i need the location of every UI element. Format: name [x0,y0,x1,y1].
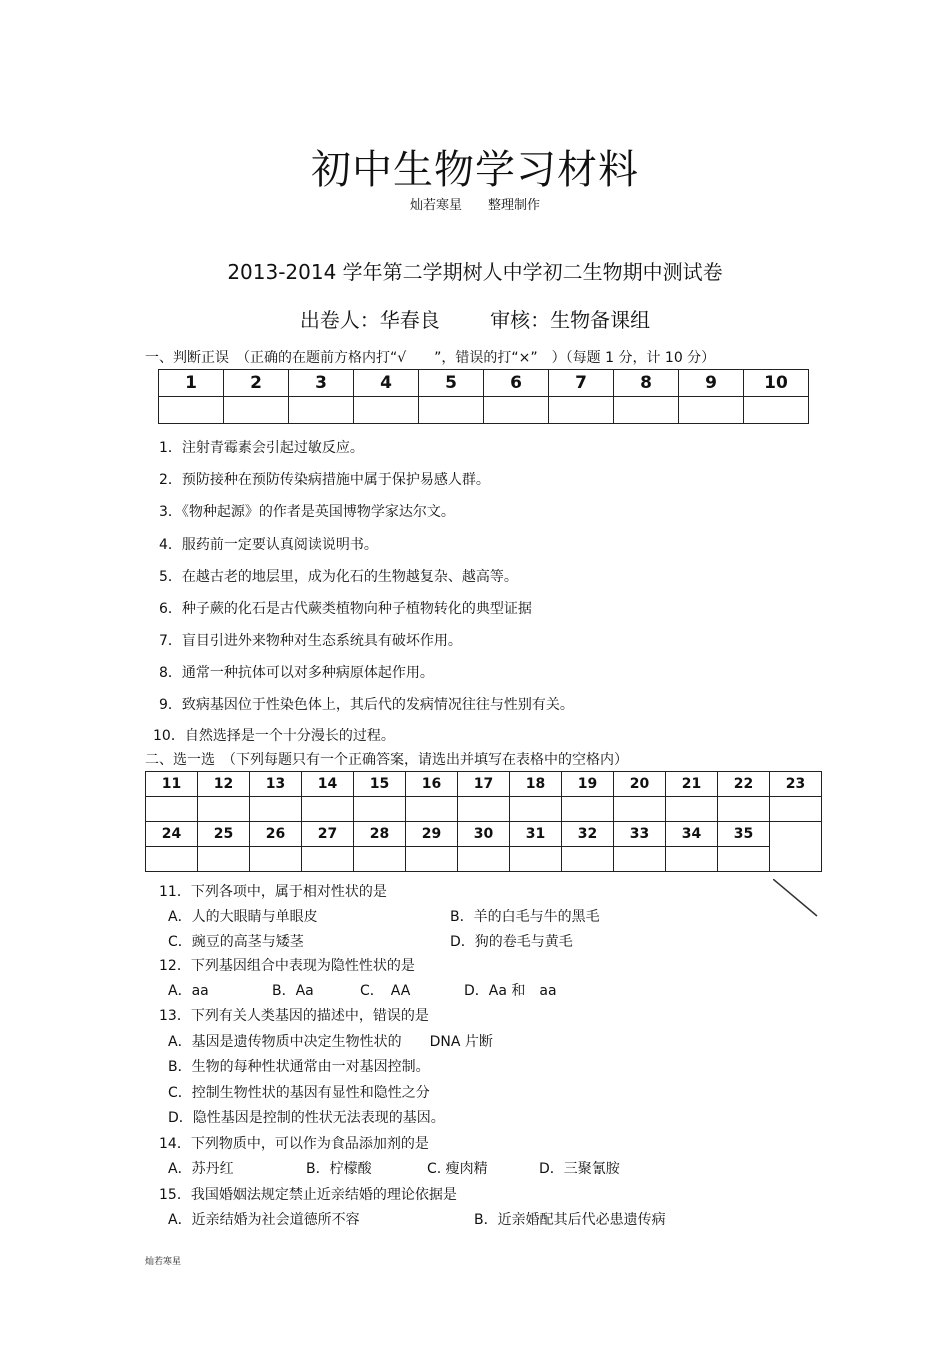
table-header-cell: 30 [458,822,510,847]
table-header-cell: 20 [614,772,666,797]
table-header-cell: 3 [289,370,354,397]
table-header-cell: 10 [744,370,809,397]
answer-cell[interactable] [146,847,198,872]
list-item: 10．自然选择是一个十分漫长的过程。 [153,728,395,744]
author: 出卷人：华春良 [299,308,440,332]
table-header-cell: 28 [354,822,406,847]
table-header-row [146,822,822,847]
list-item: 2．预防接种在预防传染病措施中属于保护易感人群。 [159,472,490,488]
answer-cell[interactable] [354,797,406,822]
list-item: 7．盲目引进外来物种对生态系统具有破坏作用。 [159,633,462,649]
section1-heading: 一、判断正误 （正确的在题前方格内打“√ ”，错误的打“×” ）（每题 1 分，计 10 分） [145,350,716,366]
answer-row [159,397,809,424]
table-header-cell: 34 [666,822,718,847]
question-stem: 12．下列基因组合中表现为隐性性状的是 [159,958,415,974]
table-header-cell: 1 [159,370,224,397]
answer-cell[interactable] [458,797,510,822]
answer-cell[interactable] [510,847,562,872]
question-stem: 15．我国婚姻法规定禁止近亲结婚的理论依据是 [159,1187,457,1203]
answer-cell[interactable] [614,797,666,822]
question-option: A．近亲结婚为社会道德所不容 [168,1212,360,1228]
table-header-cell: 32 [562,822,614,847]
question-option: A．苏丹红 [168,1161,234,1177]
document-title: 初中生物学习材料 [311,147,639,193]
answer-cell[interactable] [354,847,406,872]
table-header-cell: 13 [250,772,302,797]
answer-cell[interactable] [718,797,770,822]
table-header-cell: 8 [614,370,679,397]
question-option: A．人的大眼睛与单眼皮 [168,909,318,925]
answer-cell[interactable] [744,397,809,424]
diagonal-line-mark [773,879,823,919]
exam-title: 2013-2014 学年第二学期树人中学初二生物期中测试卷 [227,260,723,284]
list-item: 3．《物种起源》的作者是英国博物学家达尔文。 [159,504,455,520]
question-option: D．Aa 和 aa [464,983,557,999]
answer-cell[interactable] [198,797,250,822]
list-item: 1．注射青霉素会引起过敏反应。 [159,440,364,456]
answer-cell[interactable] [614,397,679,424]
answer-cell[interactable] [198,847,250,872]
answer-cell[interactable] [718,847,770,872]
table-header-cell: 21 [666,772,718,797]
answer-cell[interactable] [406,797,458,822]
answer-cell[interactable] [419,397,484,424]
question-option: B．近亲婚配其后代必患遗传病 [474,1212,666,1228]
answer-cell[interactable] [458,847,510,872]
table-header-cell: 2 [224,370,289,397]
question-option: C．豌豆的高茎与矮茎 [168,934,304,950]
table-header-cell: 22 [718,772,770,797]
question-option: C． AA [360,983,411,999]
question-stem: 11．下列各项中，属于相对性状的是 [159,884,387,900]
answer-cell[interactable] [484,397,549,424]
table-header-cell: 7 [549,370,614,397]
question-option: B．Aa [272,983,314,999]
question-stem: 14．下列物质中，可以作为食品添加剂的是 [159,1136,429,1152]
question-option: B．生物的每种性状通常由一对基因控制。 [168,1059,430,1075]
table-header-cell: 16 [406,772,458,797]
table-header-cell: 29 [406,822,458,847]
table-header-cell: 33 [614,822,666,847]
table-header-cell: 9 [679,370,744,397]
answer-cell[interactable] [666,797,718,822]
page-footer: 灿若寒星 [145,1257,182,1267]
empty-cell [770,822,822,872]
question-option: D．狗的卷毛与黄毛 [450,934,573,950]
table-header-cell: 25 [198,822,250,847]
question-option: D．隐性基因是控制的性状无法表现的基因。 [168,1110,445,1126]
question-option: A．基因是遗传物质中决定生物性状的 DNA 片断 [168,1034,493,1050]
answer-cell[interactable] [354,397,419,424]
section2-answer-table [145,771,822,872]
table-header-cell: 27 [302,822,354,847]
answer-row [146,847,822,872]
table-header-row [146,772,822,797]
answer-row [146,797,822,822]
section2-heading: 二、选一选 （下列每题只有一个正确答案，请选出并填写在表格中的空格内） [145,752,628,768]
question-option: D．三聚氰胺 [539,1161,620,1177]
table-header-cell: 19 [562,772,614,797]
table-header-cell: 6 [484,370,549,397]
answer-cell[interactable] [250,797,302,822]
answer-cell[interactable] [159,397,224,424]
answer-cell[interactable] [614,847,666,872]
section1-answer-table [158,369,809,424]
table-header-cell: 11 [146,772,198,797]
table-header-cell: 15 [354,772,406,797]
question-stem: 13．下列有关人类基因的描述中，错误的是 [159,1008,429,1024]
answer-cell[interactable] [289,397,354,424]
list-item: 9．致病基因位于性染色体上，其后代的发病情况往往与性别有关。 [159,697,574,713]
answer-cell[interactable] [562,847,614,872]
table-header-row [159,370,809,397]
answer-cell[interactable] [679,397,744,424]
table-header-cell: 26 [250,822,302,847]
answer-cell[interactable] [302,847,354,872]
table-header-cell: 12 [198,772,250,797]
answer-cell[interactable] [666,847,718,872]
answer-cell[interactable] [406,847,458,872]
answer-cell[interactable] [562,797,614,822]
list-item: 6．种子蕨的化石是古代蕨类植物向种子植物转化的典型证据 [159,601,532,617]
table-header-cell: 18 [510,772,562,797]
table-header-cell: 14 [302,772,354,797]
table-header-cell: 23 [770,772,822,797]
table-header-cell: 4 [354,370,419,397]
answer-cell[interactable] [510,797,562,822]
answer-cell[interactable] [770,797,822,822]
question-option: A．aa [168,983,209,999]
list-item: 4．服药前一定要认真阅读说明书。 [159,537,378,553]
answer-cell[interactable] [549,397,614,424]
table-header-cell: 24 [146,822,198,847]
table-header-cell: 5 [419,370,484,397]
list-item: 5．在越古老的地层里，成为化石的生物越复杂、越高等。 [159,569,518,585]
question-option: B．羊的白毛与牛的黑毛 [450,909,600,925]
table-header-cell: 17 [458,772,510,797]
list-item: 8．通常一种抗体可以对多种病原体起作用。 [159,665,434,681]
answer-cell[interactable] [224,397,289,424]
answer-cell[interactable] [250,847,302,872]
answer-cell[interactable] [146,797,198,822]
exam-authors [0,304,950,333]
table-header-cell: 35 [718,822,770,847]
question-option: C．控制生物性状的基因有显性和隐性之分 [168,1085,430,1101]
document-subtitle: 灿若寒星 整理制作 [409,198,540,213]
question-option: B．柠檬酸 [306,1161,372,1177]
question-option: C. 瘦肉精 [427,1161,488,1177]
reviewer: 审核：生物备课组 [490,308,651,332]
table-header-cell: 31 [510,822,562,847]
answer-cell[interactable] [302,797,354,822]
